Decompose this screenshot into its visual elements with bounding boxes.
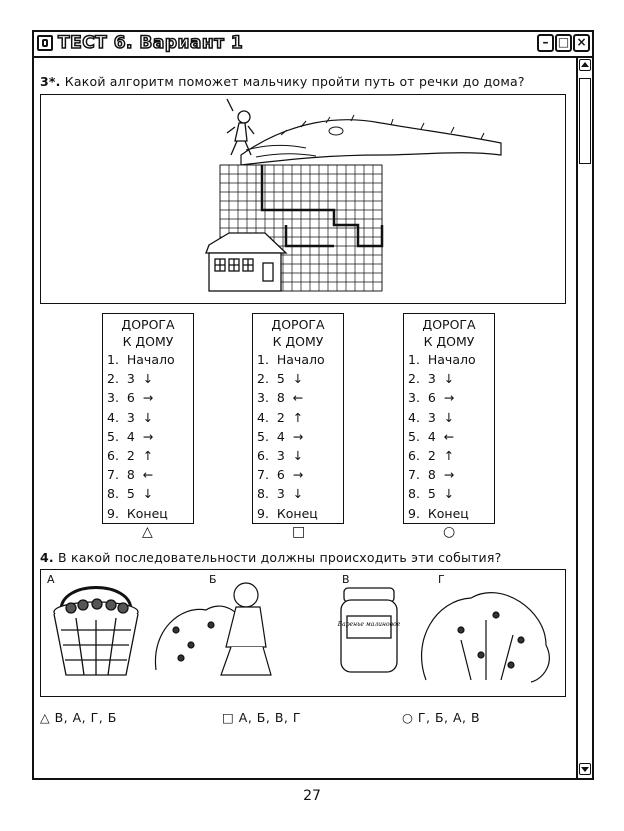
scroll-thumb[interactable] (579, 78, 591, 164)
basket-icon (54, 588, 138, 676)
answer-text: А, Б, В, Г (238, 710, 301, 725)
card-title: К ДОМУ (272, 334, 324, 349)
question-4-number: 4. (40, 550, 54, 565)
answer-option-triangle[interactable] (40, 710, 117, 725)
card-step: 8. 5 ↓ (408, 486, 455, 502)
card-step: 6. 2 ↑ (408, 448, 455, 464)
title-bar (34, 32, 592, 58)
card-title: К ДОМУ (423, 334, 475, 349)
river-to-house-map (41, 95, 564, 302)
card-step: 2. 3 ↓ (107, 371, 154, 387)
window-controls (537, 34, 590, 52)
algorithm-card-triangle[interactable] (102, 313, 194, 524)
card-step: 8. 3 ↓ (257, 486, 304, 502)
card-step: 1. Начало (408, 352, 476, 367)
question-4 (40, 550, 501, 565)
events-drawings (41, 570, 564, 695)
answer-text: В, А, Г, Б (54, 710, 117, 725)
scroll-down-arrow-icon[interactable] (579, 763, 591, 775)
window-title: ТЕСТ 6. Вариант 1 (58, 33, 244, 53)
boy-figure (227, 99, 254, 155)
close-button[interactable]: × (573, 34, 590, 52)
card-step: 3. 6 → (107, 390, 154, 406)
scroll-up-arrow-icon[interactable] (579, 59, 591, 71)
square-symbol[interactable]: □ (292, 524, 306, 540)
card-step: 3. 8 ← (257, 390, 304, 406)
card-step: 5. 4 ← (408, 428, 455, 444)
card-step: 4. 3 ↓ (408, 409, 455, 425)
question-3-number: 3*. (40, 74, 61, 89)
picture-label-a: А (47, 573, 55, 586)
map-illustration (40, 94, 566, 304)
triangle-symbol[interactable]: △ (142, 524, 153, 540)
card-step: 9. Конец (257, 505, 318, 521)
app-icon (37, 35, 53, 51)
question-4-text: В какой последовательности должны происходить эти события? (58, 550, 502, 565)
answer-option-square[interactable] (222, 710, 301, 725)
picture-label-g: Г (438, 573, 445, 586)
triangle-symbol: △ (40, 710, 51, 725)
question-3-text: Какой алгоритм поможет мальчику пройти путь от речки до дома? (64, 74, 525, 89)
card-step: 2. 3 ↓ (408, 371, 455, 387)
picture-label-v: В (342, 573, 350, 586)
card-step: 4. 2 ↑ (257, 409, 304, 425)
jam-jar-icon (341, 588, 397, 672)
circle-symbol[interactable]: ○ (443, 524, 456, 540)
algorithm-card-circle[interactable] (403, 313, 495, 524)
card-title: ДОРОГА (422, 317, 476, 332)
card-step: 9. Конец (107, 505, 168, 521)
card-step: 7. 8 → (408, 467, 455, 483)
card-step: 1. Начало (107, 352, 175, 367)
card-step: 8. 5 ↓ (107, 486, 154, 502)
answer-option-circle[interactable] (402, 710, 480, 725)
scrollbar[interactable] (576, 56, 592, 778)
card-step: 3. 6 → (408, 390, 455, 406)
card-step: 5. 4 → (257, 428, 304, 444)
card-step: 6. 2 ↑ (107, 448, 154, 464)
girl-picking-berries (155, 583, 271, 675)
events-illustration (40, 569, 566, 697)
card-step: 2. 5 ↓ (257, 371, 304, 387)
card-step: 7. 8 ← (107, 467, 154, 483)
card-step: 9. Конец (408, 505, 469, 521)
answer-text: Г, Б, А, В (417, 710, 481, 725)
picture-label-b: Б (209, 573, 217, 586)
card-step: 4. 3 ↓ (107, 409, 154, 425)
jar-label-text: Варенье малиновое (337, 621, 401, 628)
algorithm-card-square[interactable] (252, 313, 344, 524)
card-step: 6. 3 ↓ (257, 448, 304, 464)
circle-symbol: ○ (402, 710, 414, 725)
square-symbol: □ (222, 710, 235, 725)
page-number: 27 (303, 788, 321, 804)
maximize-button[interactable]: □ (555, 34, 572, 52)
card-title: ДОРОГА (121, 317, 175, 332)
card-step: 7. 6 → (257, 467, 304, 483)
card-step: 1. Начало (257, 352, 325, 367)
card-step: 5. 4 → (107, 428, 154, 444)
minimize-button[interactable]: – (537, 34, 554, 52)
card-title: К ДОМУ (122, 334, 174, 349)
house-icon (206, 233, 286, 291)
card-title: ДОРОГА (271, 317, 325, 332)
question-3 (40, 74, 525, 89)
raspberry-bush-icon (422, 593, 550, 682)
